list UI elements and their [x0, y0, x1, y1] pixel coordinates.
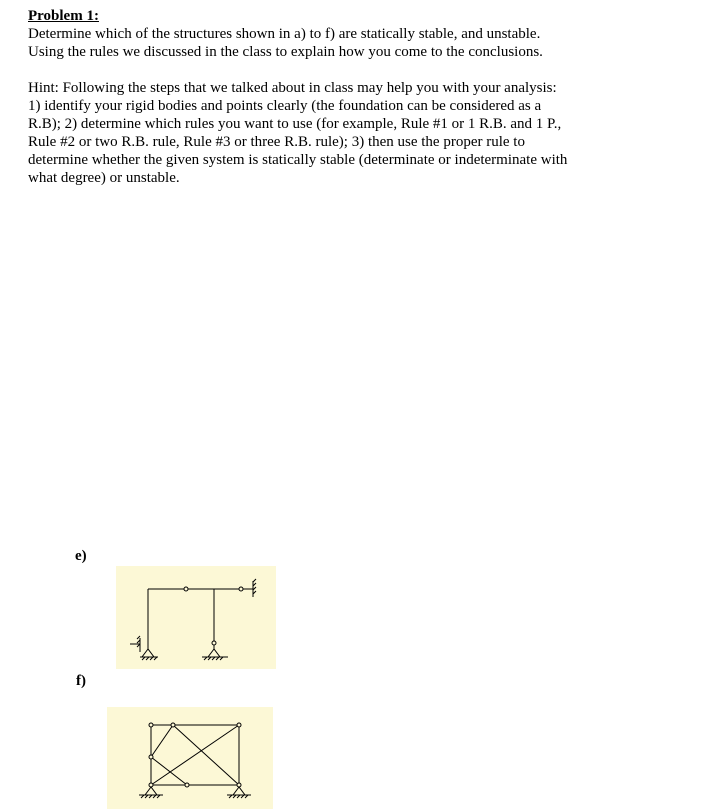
truss-structure-diagram	[107, 707, 273, 809]
right-pin-support	[233, 787, 245, 795]
figure-f-label: f)	[76, 673, 86, 689]
diagonal	[173, 725, 239, 785]
hint-paragraph	[28, 79, 567, 187]
statement-line: Determine which of the structures shown in a) to f) are statically stable, and unstable.	[28, 26, 541, 42]
hint-line: what degree) or unstable.	[28, 170, 180, 186]
hint-line: Hint: Following the steps that we talked about in class may help you with your analysis:	[28, 80, 557, 96]
figure-e-label: e)	[75, 548, 87, 564]
end-hinge	[239, 587, 243, 591]
problem-title: Problem 1:	[28, 8, 99, 24]
diagonal	[151, 725, 239, 785]
left-pin-support	[142, 649, 154, 657]
middle-pin-support	[208, 649, 220, 657]
hint-line: R.B); 2) determine which rules you want to use (for example, Rule #1 or 1 R.B. and 1 P.,	[28, 116, 562, 132]
figure-e-diagram	[116, 566, 276, 669]
hint-line: 1) identify your rigid bodies and points clearly (the foundation can be considered as a	[28, 98, 542, 114]
figure-f-diagram	[107, 707, 273, 809]
column-hinge	[212, 641, 216, 645]
brace	[151, 725, 173, 757]
frame-structure-diagram	[116, 566, 276, 669]
hint-line: Rule #2 or two R.B. rule, Rule #3 or three R.B. rule); 3) then use the proper rule to	[28, 134, 525, 150]
left-pin-support	[145, 787, 157, 795]
problem-statement	[28, 25, 543, 61]
hint-line: determine whether the given system is statically stable (determinate or indeterminate with	[28, 152, 568, 168]
statement-line: Using the rules we discussed in the class to explain how you come to the conclusions.	[28, 44, 543, 60]
beam-hinge	[184, 587, 188, 591]
